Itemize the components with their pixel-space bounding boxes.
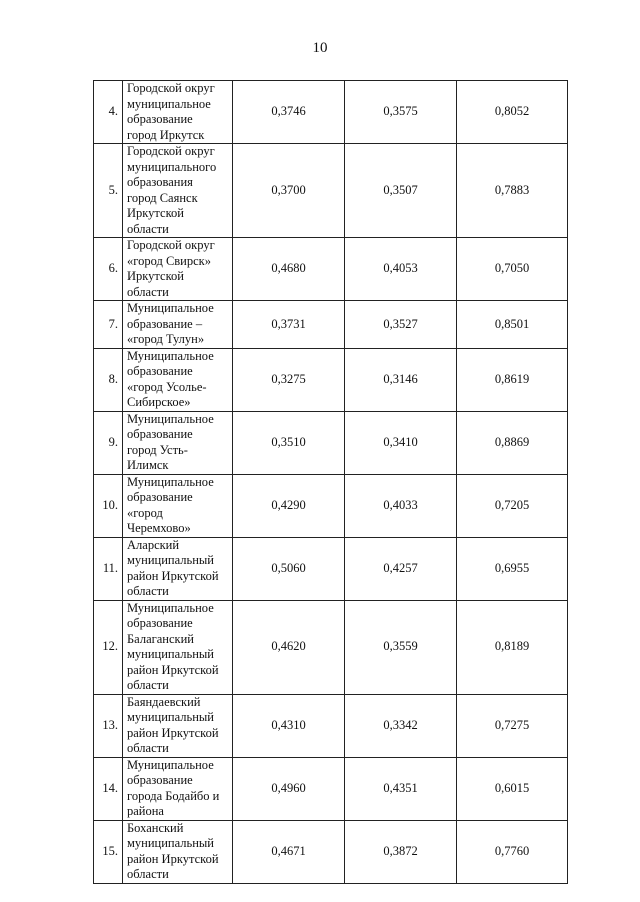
municipality-name-line: области [127, 284, 169, 299]
municipality-name-cell [123, 537, 233, 600]
value-cell-2: 0,4033 [345, 474, 457, 537]
page-number: 10 [312, 40, 328, 56]
municipality-name-line: Боханский [127, 820, 184, 835]
municipality-name-line: район Иркутской [127, 568, 219, 583]
value-cell-1: 0,3746 [233, 81, 345, 144]
table-row [94, 474, 568, 537]
municipality-name-line: «город Усолье- [127, 379, 207, 394]
row-number-cell: 10. [94, 474, 123, 537]
data-table-container [93, 80, 568, 884]
table-row [94, 757, 568, 820]
value-cell-2: 0,3872 [345, 820, 457, 883]
value-cell-2: 0,4053 [345, 238, 457, 301]
value-cell-1: 0,4960 [233, 757, 345, 820]
municipality-name-line: муниципальный [127, 647, 214, 661]
row-number-cell: 15. [94, 820, 123, 883]
municipality-name-cell [123, 600, 233, 694]
value-cell-2: 0,3559 [345, 600, 457, 694]
municipality-name-cell [123, 348, 233, 411]
municipality-name-line: образование [127, 773, 193, 787]
row-number-cell: 7. [94, 301, 123, 349]
value-cell-3: 0,6015 [457, 757, 568, 820]
municipality-name-cell [123, 144, 233, 238]
value-cell-2: 0,4351 [345, 757, 457, 820]
municipality-name-line: образование [127, 112, 193, 126]
municipality-name-line: Баяндаевский [127, 694, 201, 709]
value-cell-3: 0,8619 [457, 348, 568, 411]
value-cell-2: 0,3410 [345, 411, 457, 474]
municipality-name-line: Муниципальное [127, 348, 214, 363]
value-cell-1: 0,4680 [233, 238, 345, 301]
value-cell-1: 0,5060 [233, 537, 345, 600]
municipality-name-line: Муниципальное [127, 474, 214, 489]
municipality-name-line: Иркутской [127, 206, 184, 220]
municipality-name-line: муниципального [127, 159, 217, 174]
municipality-name-line: области [127, 678, 169, 692]
value-cell-3: 0,8189 [457, 600, 568, 694]
table-row [94, 348, 568, 411]
municipality-name-line: области [127, 584, 169, 598]
value-cell-1: 0,4620 [233, 600, 345, 694]
municipality-name-line: муниципальное [127, 96, 211, 111]
table-row [94, 144, 568, 238]
municipality-name-line: Муниципальное [127, 757, 214, 772]
municipality-name-line: Городской округ [127, 144, 215, 158]
municipality-name-line: Муниципальное [127, 301, 214, 315]
value-cell-1: 0,3731 [233, 301, 345, 349]
row-number-cell: 12. [94, 600, 123, 694]
table-row [94, 537, 568, 600]
value-cell-2: 0,4257 [345, 537, 457, 600]
table-row [94, 820, 568, 883]
value-cell-2: 0,3527 [345, 301, 457, 349]
row-number-cell: 14. [94, 757, 123, 820]
municipality-name-line: образование – [127, 316, 203, 331]
municipality-name-cell [123, 81, 233, 144]
value-cell-3: 0,7050 [457, 238, 568, 301]
municipality-name-line: образования [127, 175, 193, 189]
table-row [94, 411, 568, 474]
municipality-name-line: образование [127, 427, 193, 441]
municipality-name-line: «город Тулун» [127, 332, 205, 346]
value-cell-1: 0,3700 [233, 144, 345, 238]
municipality-name-line: Городской округ [127, 238, 215, 252]
municipality-name-line: Муниципальное [127, 600, 214, 615]
table-row [94, 694, 568, 757]
municipality-name-line: города Бодайбо и [127, 788, 220, 803]
value-cell-2: 0,3507 [345, 144, 457, 238]
row-number-cell: 6. [94, 238, 123, 301]
row-number-cell: 8. [94, 348, 123, 411]
table-body [94, 81, 568, 884]
value-cell-3: 0,8052 [457, 81, 568, 144]
municipality-name-line: Иркутской [127, 269, 184, 283]
municipality-name-line: «город Свирск» [127, 253, 211, 268]
municipality-name-line: образование [127, 364, 193, 378]
municipality-name-cell [123, 820, 233, 883]
municipality-name-line: муниципальный [127, 553, 214, 567]
value-cell-3: 0,8501 [457, 301, 568, 349]
value-cell-1: 0,3275 [233, 348, 345, 411]
table-row [94, 600, 568, 694]
value-cell-2: 0,3146 [345, 348, 457, 411]
municipality-name-cell [123, 694, 233, 757]
row-number-cell: 9. [94, 411, 123, 474]
row-number-cell: 13. [94, 694, 123, 757]
value-cell-3: 0,7205 [457, 474, 568, 537]
municipality-name-line: «город [127, 505, 163, 520]
municipality-name-cell [123, 301, 233, 349]
municipality-name-line: город Саянск [127, 190, 198, 205]
value-cell-1: 0,4290 [233, 474, 345, 537]
municipality-name-line: Балаганский [127, 631, 194, 646]
municipality-name-cell [123, 411, 233, 474]
value-cell-3: 0,7883 [457, 144, 568, 238]
municipality-name-line: муниципальный [127, 710, 214, 724]
municipality-name-line: город Иркутск [127, 127, 205, 142]
municipality-name-line: Аларский [127, 537, 180, 552]
row-number-cell: 11. [94, 537, 123, 600]
municipality-name-line: Черемхово» [127, 521, 191, 535]
value-cell-2: 0,3575 [345, 81, 457, 144]
municipality-name-line: района [127, 804, 164, 818]
municipality-name-line: город Усть- [127, 442, 188, 457]
value-cell-3: 0,6955 [457, 537, 568, 600]
value-cell-1: 0,3510 [233, 411, 345, 474]
municipality-name-line: район Иркутской [127, 725, 219, 740]
value-cell-3: 0,8869 [457, 411, 568, 474]
value-cell-3: 0,7275 [457, 694, 568, 757]
municipality-name-line: образование [127, 616, 193, 630]
municipality-name-line: Городской округ [127, 81, 215, 95]
municipality-name-line: области [127, 741, 169, 755]
municipality-name-line: образование [127, 490, 193, 504]
municipality-name-line: области [127, 867, 169, 881]
data-table [93, 80, 568, 884]
municipality-name-cell [123, 238, 233, 301]
municipality-name-line: район Иркутской [127, 851, 219, 866]
municipality-name-line: район Иркутской [127, 662, 219, 677]
value-cell-1: 0,4671 [233, 820, 345, 883]
table-row [94, 301, 568, 349]
table-row [94, 238, 568, 301]
municipality-name-line: Муниципальное [127, 411, 214, 426]
municipality-name-line: Илимск [127, 458, 169, 472]
row-number-cell: 5. [94, 144, 123, 238]
municipality-name-cell [123, 474, 233, 537]
municipality-name-line: Сибирское» [127, 395, 191, 409]
row-number-cell: 4. [94, 81, 123, 144]
table-row [94, 81, 568, 144]
value-cell-3: 0,7760 [457, 820, 568, 883]
municipality-name-cell [123, 757, 233, 820]
value-cell-1: 0,4310 [233, 694, 345, 757]
value-cell-2: 0,3342 [345, 694, 457, 757]
municipality-name-line: муниципальный [127, 836, 214, 850]
municipality-name-line: области [127, 221, 169, 236]
